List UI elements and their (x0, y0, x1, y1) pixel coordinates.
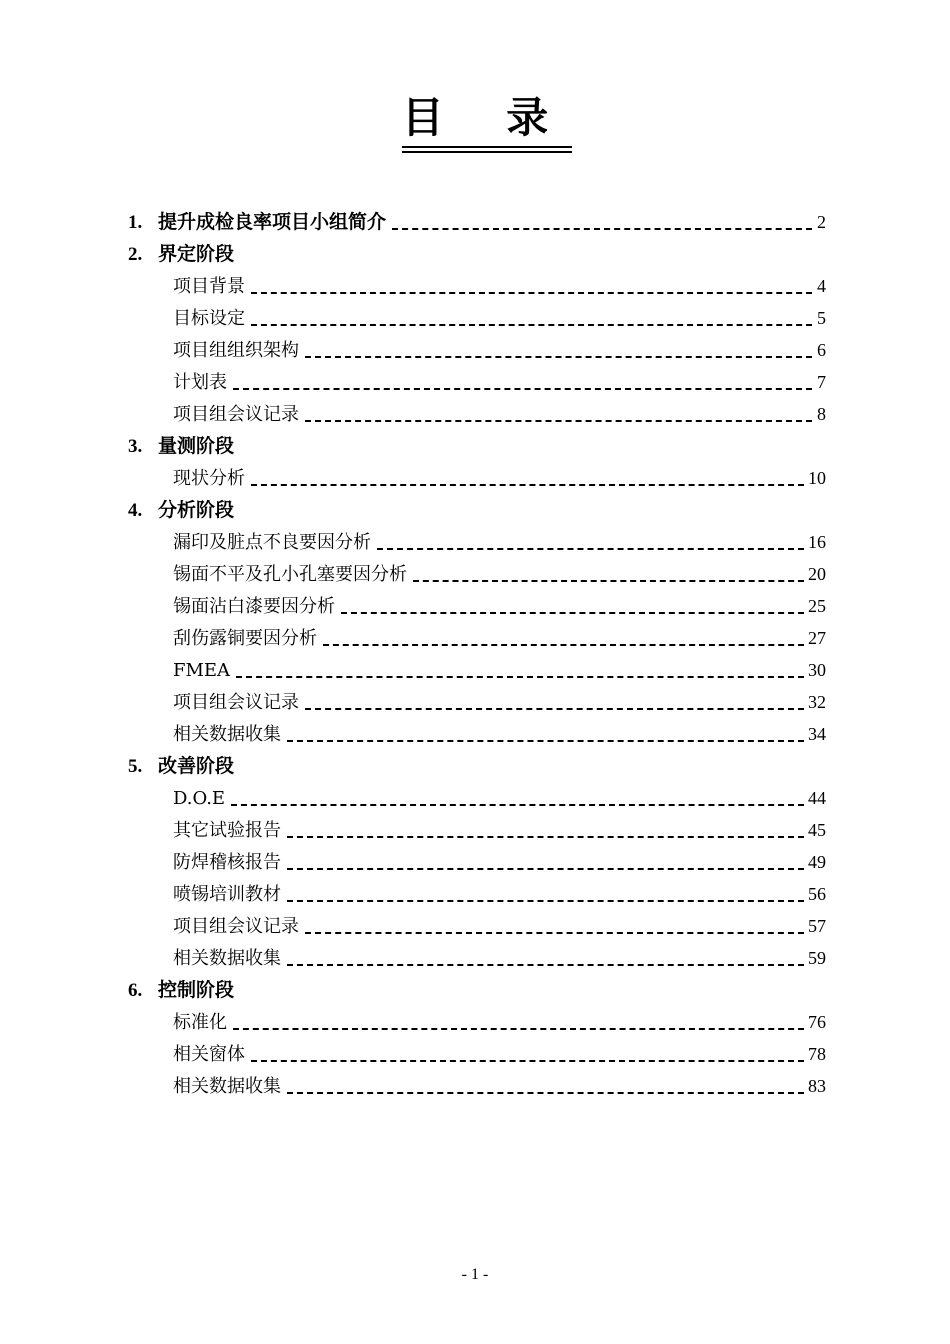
toc-item[interactable] (128, 334, 826, 366)
toc-entry-label: 改善阶段 (158, 755, 235, 777)
toc-entry-label: 量测阶段 (158, 435, 235, 457)
toc-dot-leader (413, 570, 804, 582)
toc-entry-label: 项目组会议记录 (173, 692, 299, 713)
toc-dot-leader (287, 890, 804, 902)
toc-entry-label: 项目组组织架构 (173, 340, 299, 361)
toc-dot-leader (233, 378, 812, 390)
toc-section-number: 3. (128, 436, 143, 457)
toc-item[interactable] (128, 366, 826, 398)
toc-section[interactable] (128, 206, 826, 238)
toc-item[interactable] (128, 654, 826, 686)
toc-section[interactable] (128, 238, 826, 270)
toc-entry-label: FMEA (173, 660, 231, 681)
toc-entry-label: 喷锡培训教材 (173, 884, 281, 905)
toc-page-number: 25 (808, 596, 826, 616)
toc-dot-leader (287, 1082, 804, 1094)
toc-entry-label: 刮伤露铜要因分析 (173, 628, 317, 649)
toc-page-number: 56 (808, 884, 826, 904)
toc-item[interactable] (128, 782, 826, 814)
toc-page-number: 44 (808, 788, 826, 808)
toc-entry-label: 分析阶段 (158, 499, 235, 521)
toc-entry-label: 其它试验报告 (173, 820, 281, 841)
toc-section-number: 6. (128, 980, 143, 1001)
toc-item[interactable] (128, 846, 826, 878)
toc-item[interactable] (128, 718, 826, 750)
toc-dot-leader (251, 314, 812, 326)
toc-section-number: 5. (128, 756, 143, 777)
toc-item[interactable] (128, 1006, 826, 1038)
toc-dot-leader (287, 730, 804, 742)
toc-item[interactable] (128, 590, 826, 622)
toc-entry-label: 界定阶段 (158, 243, 235, 265)
toc-entry-label: 提升成检良率项目小组简介 (158, 211, 387, 233)
toc-dot-leader (233, 1018, 804, 1030)
toc-item[interactable] (128, 1038, 826, 1070)
toc-entry-label: 项目组会议记录 (173, 916, 299, 937)
toc-item[interactable] (128, 878, 826, 910)
toc-item[interactable] (128, 942, 826, 974)
toc-item[interactable] (128, 302, 826, 334)
toc-section-number: 2. (128, 244, 143, 265)
toc-page-number: 45 (808, 820, 826, 840)
toc-item[interactable] (128, 686, 826, 718)
toc-page-number: 76 (808, 1012, 826, 1032)
toc-entry-label: 项目背景 (173, 276, 245, 297)
toc-entry-label: 标准化 (173, 1012, 227, 1033)
toc-page-number: 59 (808, 948, 826, 968)
toc-page-number: 83 (808, 1076, 826, 1096)
toc-page-number: 7 (817, 372, 826, 392)
page-number-footer: - 1 - (461, 1266, 489, 1283)
toc-entry-label: 现状分析 (173, 468, 245, 489)
toc-item[interactable] (128, 558, 826, 590)
toc-dot-leader (251, 474, 804, 486)
toc-entry-label: 控制阶段 (158, 979, 235, 1001)
page-title-text: 目 录 (402, 91, 573, 148)
page-title (0, 88, 950, 148)
toc-dot-leader (305, 698, 804, 710)
toc-dot-leader (251, 282, 812, 294)
toc-section-number: 1. (128, 212, 143, 233)
toc-entry-label: 计划表 (173, 372, 227, 393)
toc-section[interactable] (128, 750, 826, 782)
toc-page-number: 10 (808, 468, 826, 488)
toc-page-number: 32 (808, 692, 826, 712)
toc-dot-leader (323, 634, 804, 646)
toc-page-number: 57 (808, 916, 826, 936)
toc-entry-label: 相关数据收集 (173, 724, 281, 745)
toc-page-number: 16 (808, 532, 826, 552)
toc-dot-leader (377, 538, 804, 550)
toc-entry-label: 防焊稽核报告 (173, 852, 281, 873)
toc-page-number: 49 (808, 852, 826, 872)
toc-page-number: 5 (817, 308, 826, 328)
toc-page-number: 8 (817, 404, 826, 424)
toc-dot-leader (287, 954, 804, 966)
toc-dot-leader (305, 410, 812, 422)
table-of-contents (128, 206, 826, 1102)
toc-item[interactable] (128, 622, 826, 654)
toc-item[interactable] (128, 398, 826, 430)
toc-entry-label: 锡面不平及孔小孔塞要因分析 (173, 564, 407, 585)
toc-entry-label: 项目组会议记录 (173, 404, 299, 425)
toc-page-number: 4 (817, 276, 826, 296)
toc-section-number: 4. (128, 500, 143, 521)
toc-entry-label: 相关数据收集 (173, 948, 281, 969)
toc-dot-leader (305, 922, 804, 934)
toc-dot-leader (287, 826, 804, 838)
toc-dot-leader (236, 666, 804, 678)
toc-page-number: 30 (808, 660, 826, 680)
toc-entry-label: D.O.E (173, 788, 226, 809)
toc-section[interactable] (128, 430, 826, 462)
toc-dot-leader (392, 218, 812, 230)
toc-entry-label: 目标设定 (173, 308, 245, 329)
toc-page-number: 34 (808, 724, 826, 744)
toc-page-number: 78 (808, 1044, 826, 1064)
toc-dot-leader (231, 794, 804, 806)
toc-dot-leader (287, 858, 804, 870)
toc-dot-leader (251, 1050, 804, 1062)
toc-item[interactable] (128, 270, 826, 302)
toc-item[interactable] (128, 1070, 826, 1102)
toc-page-number: 6 (817, 340, 826, 360)
toc-section[interactable] (128, 974, 826, 1006)
toc-section[interactable] (128, 494, 826, 526)
toc-page-number: 2 (817, 212, 826, 232)
toc-page-number: 20 (808, 564, 826, 584)
toc-entry-label: 相关窗体 (173, 1044, 245, 1065)
toc-item[interactable] (128, 814, 826, 846)
toc-item[interactable] (128, 910, 826, 942)
toc-entry-label: 相关数据收集 (173, 1076, 281, 1097)
toc-entry-label: 锡面沾白漆要因分析 (173, 596, 335, 617)
toc-page-number: 27 (808, 628, 826, 648)
toc-dot-leader (341, 602, 804, 614)
toc-dot-leader (305, 346, 812, 358)
toc-item[interactable] (128, 462, 826, 494)
toc-item[interactable] (128, 526, 826, 558)
toc-entry-label: 漏印及脏点不良要因分析 (173, 532, 371, 553)
